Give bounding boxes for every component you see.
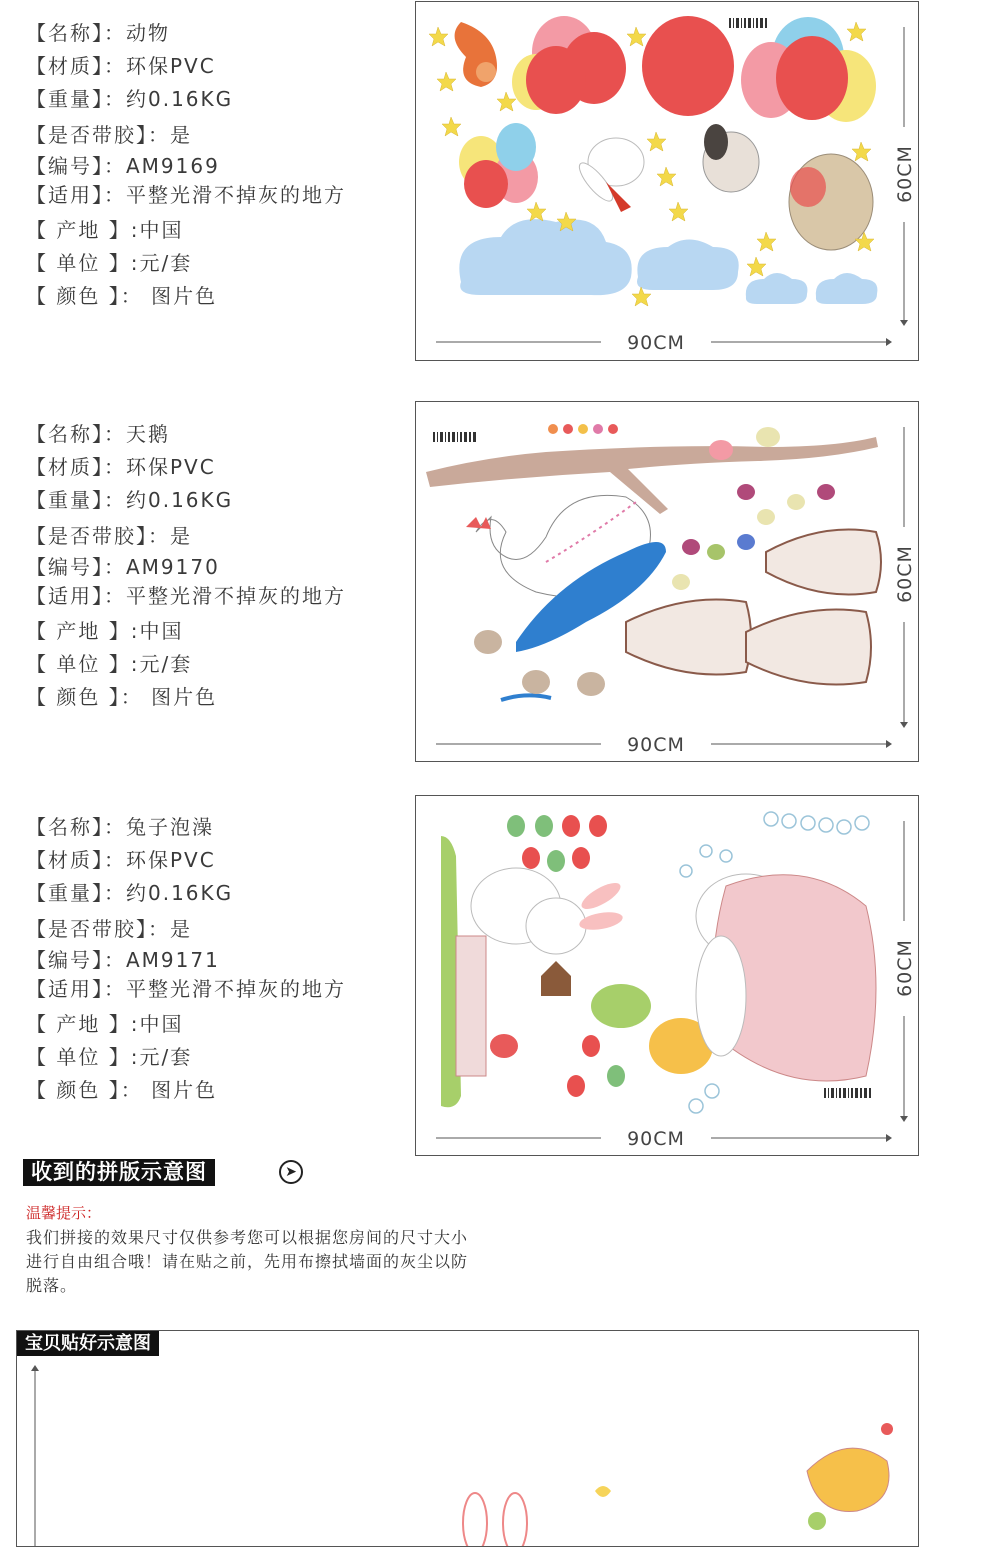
- spec-row-weight: 【重量】：约0.16KG: [26, 881, 234, 905]
- spec-row-adhesive: 【是否带胶】：是: [26, 123, 192, 147]
- spec-row-adhesive: 【是否带胶】：是: [26, 524, 192, 548]
- spec-row-code: 【编号】：AM9169: [26, 154, 220, 178]
- product-image-bunny-bath: [415, 795, 919, 1156]
- birdhouse-shape: [541, 961, 571, 996]
- bunny-icon: [471, 868, 624, 954]
- preview-section-title: 宝贝贴好示意图: [17, 1331, 159, 1356]
- barcode-icon: [433, 432, 476, 442]
- height-dimension: [31, 1365, 39, 1546]
- chevron-right-icon[interactable]: ➤: [279, 1160, 303, 1184]
- spec-row-material: 【材质】：环保PVC: [26, 848, 216, 872]
- spec-row-weight: 【重量】：约0.16KG: [26, 488, 234, 512]
- height-dimension: [894, 427, 916, 728]
- colored-dots: [548, 424, 618, 434]
- width-label: 90CM: [627, 332, 685, 354]
- tip-title: 温馨提示：: [26, 1204, 102, 1222]
- bunny-ears-preview: [463, 1493, 527, 1546]
- spec-row-origin: 【 产地 】:中国: [26, 218, 184, 242]
- spec-row-usage: 【适用】：平整光滑不掉灰的地方: [26, 977, 346, 1001]
- barcode-icon: [824, 1088, 871, 1098]
- spec-row-name: 【名称】：天鹅: [26, 422, 170, 446]
- spec-row-name: 【名称】：兔子泡澡: [26, 815, 214, 839]
- balloon-cluster-center: [512, 16, 734, 116]
- width-dimension: [436, 332, 892, 354]
- spec-row-color: 【 颜色 】： 图片色: [26, 284, 218, 308]
- dog-icon: [703, 124, 759, 192]
- spec-list-swan: [26, 418, 346, 714]
- bird-shapes: [591, 984, 713, 1074]
- height-dimension: [894, 821, 916, 1122]
- width-dimension: [436, 734, 892, 756]
- spec-row-color: 【 颜色 】： 图片色: [26, 685, 218, 709]
- spec-row-unit: 【 单位 】:元/套: [26, 1045, 193, 1069]
- width-dimension: [436, 1128, 892, 1150]
- spec-list-bunny-bath: [26, 811, 346, 1107]
- spec-row-material: 【材质】：环保PVC: [26, 54, 216, 78]
- tip-body: 我们拼接的效果尺寸仅供参考您可以根据您房间的尺寸大小进行自由组合哦！请在贴之前，先用布擦拭墙面的灰尘以防脱落。: [26, 1228, 469, 1295]
- balloon-cluster-left: [459, 123, 538, 208]
- bathtub-bunny: [696, 874, 876, 1081]
- spec-row-unit: 【 单位 】:元/套: [26, 251, 193, 275]
- height-label: 60CM: [894, 545, 916, 603]
- spec-row-adhesive: 【是否带胶】：是: [26, 917, 192, 941]
- leaf-shapes: [507, 815, 625, 1097]
- spec-row-unit: 【 单位 】:元/套: [26, 652, 193, 676]
- spec-row-code: 【编号】：AM9171: [26, 948, 220, 972]
- height-label: 60CM: [894, 939, 916, 997]
- spec-row-origin: 【 产地 】:中国: [26, 1012, 184, 1036]
- spec-row-color: 【 颜色 】： 图片色: [26, 1078, 218, 1102]
- barcode-icon: [729, 18, 769, 28]
- elephant-icon: [789, 154, 873, 250]
- spec-row-code: 【编号】：AM9170: [26, 555, 220, 579]
- bird-preview: [807, 1423, 893, 1530]
- bunny-icon: [574, 138, 644, 212]
- height-dimension: [894, 27, 916, 326]
- width-label: 90CM: [627, 1128, 685, 1150]
- picnic-table: [456, 936, 518, 1076]
- spec-list-animals: [26, 17, 346, 313]
- spec-row-weight: 【重量】：约0.16KG: [26, 87, 234, 111]
- height-label: 60CM: [894, 145, 916, 203]
- width-label: 90CM: [627, 734, 685, 756]
- spec-row-material: 【材质】：环保PVC: [26, 455, 216, 479]
- spec-row-name: 【名称】：动物: [26, 21, 170, 45]
- tree-branch: [426, 437, 878, 514]
- small-heart: [595, 1486, 611, 1497]
- squirrel-icon: [455, 22, 497, 87]
- spec-row-usage: 【适用】：平整光滑不掉灰的地方: [26, 584, 346, 608]
- spec-row-origin: 【 产地 】:中国: [26, 619, 184, 643]
- product-image-animals: [415, 1, 919, 361]
- product-image-swan: [415, 401, 919, 762]
- layout-section-title: 收到的拼版示意图: [23, 1159, 215, 1186]
- preview-image: [16, 1330, 919, 1547]
- spec-row-usage: 【适用】：平整光滑不掉灰的地方: [26, 183, 346, 207]
